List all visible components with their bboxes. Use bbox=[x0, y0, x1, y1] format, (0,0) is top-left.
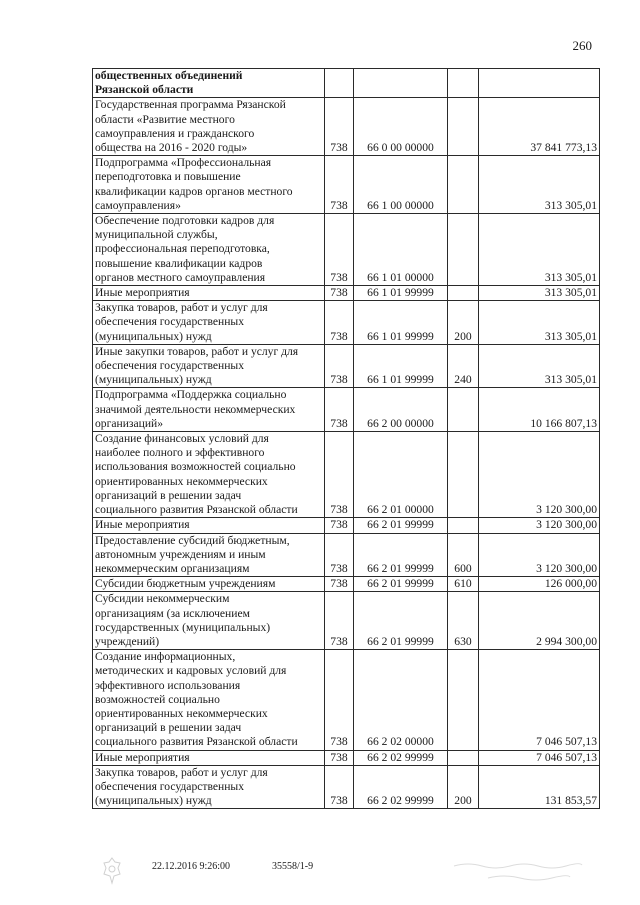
csr-code-cell bbox=[354, 69, 448, 98]
vr-code-cell: 200 bbox=[448, 301, 479, 345]
ved-code-cell: 738 bbox=[325, 344, 354, 388]
csr-code-cell: 66 2 02 99999 bbox=[354, 765, 448, 809]
vr-code-cell: 610 bbox=[448, 577, 479, 592]
table-row bbox=[93, 69, 600, 98]
item-name-cell: Субсидии некоммерческим организациям (за исключением государственных (муниципальных) учреждений) bbox=[93, 592, 325, 650]
amount-cell: 126 000,00 bbox=[479, 577, 600, 592]
ved-code-cell: 738 bbox=[325, 301, 354, 345]
ved-code-cell: 738 bbox=[325, 750, 354, 765]
budget-table-body bbox=[93, 69, 600, 809]
item-name-cell: Иные мероприятия bbox=[93, 286, 325, 301]
table-row bbox=[93, 577, 600, 592]
vr-code-cell: 240 bbox=[448, 344, 479, 388]
ved-code-cell: 738 bbox=[325, 388, 354, 432]
table-row bbox=[93, 301, 600, 345]
item-name-cell: Субсидии бюджетным учреждениям bbox=[93, 577, 325, 592]
table-row bbox=[93, 533, 600, 577]
ved-code-cell: 738 bbox=[325, 286, 354, 301]
ved-code-cell: 738 bbox=[325, 98, 354, 156]
amount-cell: 2 994 300,00 bbox=[479, 592, 600, 650]
item-name-cell: Закупка товаров, работ и услуг для обеспечения государственных (муниципальных) нужд bbox=[93, 765, 325, 809]
table-row bbox=[93, 592, 600, 650]
amount-cell: 313 305,01 bbox=[479, 344, 600, 388]
vr-code-cell: 630 bbox=[448, 592, 479, 650]
csr-code-cell: 66 2 00 00000 bbox=[354, 388, 448, 432]
item-name-cell: Государственная программа Рязанской области «Развитие местного самоуправления и гражданского общества на 2016 - 2020 годы» bbox=[93, 98, 325, 156]
csr-code-cell: 66 0 00 00000 bbox=[354, 98, 448, 156]
csr-code-cell: 66 2 02 00000 bbox=[354, 650, 448, 750]
csr-code-cell: 66 1 01 00000 bbox=[354, 214, 448, 286]
item-name-cell: общественных объединений Рязанской области bbox=[93, 69, 325, 98]
item-name-cell: Создание финансовых условий для наиболее полного и эффективного использования возможностей социально ориентированных некоммерческих организаций в решении задач социального развития Рязанской области bbox=[93, 432, 325, 518]
csr-code-cell: 66 1 01 99999 bbox=[354, 301, 448, 345]
ved-code-cell: 738 bbox=[325, 650, 354, 750]
amount-cell: 37 841 773,13 bbox=[479, 98, 600, 156]
vr-code-cell: 600 bbox=[448, 533, 479, 577]
page-number: 260 bbox=[572, 38, 592, 53]
vr-code-cell bbox=[448, 98, 479, 156]
table-row bbox=[93, 518, 600, 533]
table-row bbox=[93, 432, 600, 518]
ved-code-cell: 738 bbox=[325, 765, 354, 809]
csr-code-cell: 66 2 01 99999 bbox=[354, 577, 448, 592]
document-footer bbox=[0, 856, 640, 896]
amount-cell: 313 305,01 bbox=[479, 301, 600, 345]
item-name-cell: Создание информационных, методических и кадровых условий для эффективного использования возможностей социально ориентированных некоммерческих организаций в решении задач социального развития Рязанской области bbox=[93, 650, 325, 750]
ved-code-cell bbox=[325, 69, 354, 98]
watermark-stamp bbox=[448, 856, 588, 886]
csr-code-cell: 66 2 01 99999 bbox=[354, 533, 448, 577]
item-name-cell: Иные закупки товаров, работ и услуг для обеспечения государственных (муниципальных) нужд bbox=[93, 344, 325, 388]
ved-code-cell: 738 bbox=[325, 432, 354, 518]
csr-code-cell: 66 1 01 99999 bbox=[354, 344, 448, 388]
footer-date: 22.12.2016 9:26:00 bbox=[152, 861, 231, 872]
amount-cell: 131 853,57 bbox=[479, 765, 600, 809]
ved-code-cell: 738 bbox=[325, 214, 354, 286]
vr-code-cell bbox=[448, 750, 479, 765]
amount-cell: 3 120 300,00 bbox=[479, 518, 600, 533]
vr-code-cell bbox=[448, 432, 479, 518]
amount-cell: 313 305,01 bbox=[479, 286, 600, 301]
csr-code-cell: 66 1 00 00000 bbox=[354, 156, 448, 214]
amount-cell: 7 046 507,13 bbox=[479, 750, 600, 765]
table-row bbox=[93, 98, 600, 156]
coat-of-arms-icon bbox=[100, 856, 124, 886]
amount-cell: 7 046 507,13 bbox=[479, 650, 600, 750]
table-row bbox=[93, 765, 600, 809]
footer-document-number: 35558/1-9 bbox=[272, 861, 314, 872]
ved-code-cell: 738 bbox=[325, 518, 354, 533]
amount-cell: 313 305,01 bbox=[479, 214, 600, 286]
item-name-cell: Закупка товаров, работ и услуг для обеспечения государственных (муниципальных) нужд bbox=[93, 301, 325, 345]
vr-code-cell bbox=[448, 214, 479, 286]
vr-code-cell bbox=[448, 156, 479, 214]
amount-cell: 10 166 807,13 bbox=[479, 388, 600, 432]
csr-code-cell: 66 2 02 99999 bbox=[354, 750, 448, 765]
table-row bbox=[93, 388, 600, 432]
vr-code-cell: 200 bbox=[448, 765, 479, 809]
table-row bbox=[93, 650, 600, 750]
item-name-cell: Подпрограмма «Поддержка социально значимой деятельности некоммерческих организаций» bbox=[93, 388, 325, 432]
item-name-cell: Иные мероприятия bbox=[93, 750, 325, 765]
ved-code-cell: 738 bbox=[325, 592, 354, 650]
amount-cell: 3 120 300,00 bbox=[479, 432, 600, 518]
table-row bbox=[93, 286, 600, 301]
vr-code-cell bbox=[448, 518, 479, 533]
vr-code-cell bbox=[448, 650, 479, 750]
item-name-cell: Предоставление субсидий бюджетным, автономным учреждениям и иным некоммерческим организациям bbox=[93, 533, 325, 577]
vr-code-cell bbox=[448, 286, 479, 301]
table-row bbox=[93, 214, 600, 286]
table-row bbox=[93, 344, 600, 388]
budget-table bbox=[92, 68, 600, 809]
table-row bbox=[93, 156, 600, 214]
csr-code-cell: 66 1 01 99999 bbox=[354, 286, 448, 301]
item-name-cell: Обеспечение подготовки кадров для муниципальной службы, профессиональная переподготовка, повышение квалификации кадров органов местного самоуправления bbox=[93, 214, 325, 286]
amount-cell: 3 120 300,00 bbox=[479, 533, 600, 577]
ved-code-cell: 738 bbox=[325, 156, 354, 214]
ved-code-cell: 738 bbox=[325, 577, 354, 592]
table-row bbox=[93, 750, 600, 765]
csr-code-cell: 66 2 01 99999 bbox=[354, 592, 448, 650]
item-name-cell: Иные мероприятия bbox=[93, 518, 325, 533]
amount-cell bbox=[479, 69, 600, 98]
amount-cell: 313 305,01 bbox=[479, 156, 600, 214]
csr-code-cell: 66 2 01 00000 bbox=[354, 432, 448, 518]
ved-code-cell: 738 bbox=[325, 533, 354, 577]
vr-code-cell bbox=[448, 388, 479, 432]
vr-code-cell bbox=[448, 69, 479, 98]
item-name-cell: Подпрограмма «Профессиональная переподготовка и повышение квалификации кадров органов местного самоуправления» bbox=[93, 156, 325, 214]
csr-code-cell: 66 2 01 99999 bbox=[354, 518, 448, 533]
